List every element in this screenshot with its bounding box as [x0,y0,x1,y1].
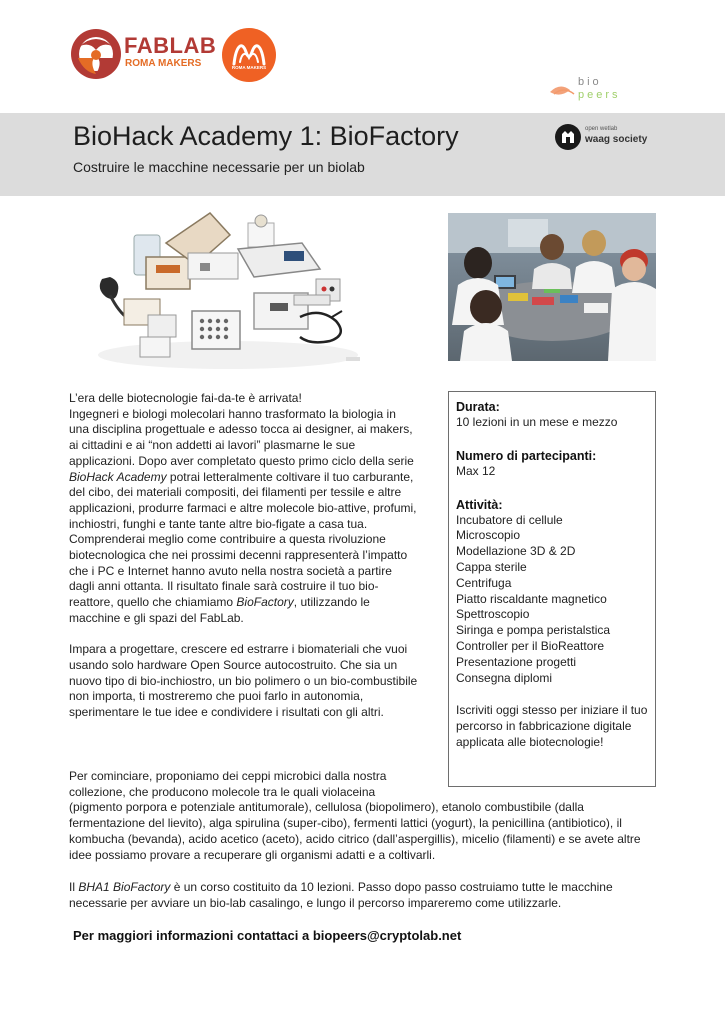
strains-rest: (pigmento porpora e potenziale antitumorale), cellulosa (biopolimero), etanolo combustibile (dalla fermentazione del lievito), alga spirulina (super-cibo), fermenti lattici (yogurt), la penicillina (antibiotico), il kombucha (bevanda), acido acetico (aceto), acido citrico (dall’aspergillis), micelio (filamenti) e se avete altre idee possiamo provare a recuperare gli organismi adatti e a coltivarli. [69,800,641,862]
list-item: Consegna diplomi [456,670,553,685]
intro-paragraph-2 [69,532,419,626]
intro-paragraph-1-text-a: Ingegneri e biologi molecolari hanno trasformato la biologia in una disciplina progettuale e adesso tocca ai designer, ai makers, ai cittadini e ai “non addetti ai lavori” plasmarne le sue applicazioni. Dopo aver completato questo primo ciclo della serie [69,406,414,468]
list-item: Spettroscopio [456,607,530,622]
list-item: Modellazione 3D & 2D [456,544,576,559]
biopeers-line1: bio [578,76,602,88]
signup-call-to-action: Iscriviti oggi stesso per iniziare il tuo percorso in fabbricazione digitale applicata alle biotecnologie! [456,703,648,749]
roma-makers-badge [222,28,276,82]
fablab-subtitle: ROMA MAKERS [125,58,202,69]
biopeers-logo [548,76,630,106]
fablab-roma-makers-logo [70,28,220,84]
course-paragraph-post: è un corso costituito da 10 lezioni. Passo dopo passo costruiamo tutte le macchine necessarie per avviare un bio-lab casalingo, e lungo il percorso impareremo come utilizzarle. [69,880,613,910]
activities-list [456,513,650,687]
duration-label: Durata: [456,400,500,414]
list-item: Incubatore di cellule [456,512,563,527]
page-title: BioHack Academy 1: BioFactory [73,121,459,151]
lab-workshop-photo [448,213,656,361]
list-item: Microscopio [456,528,521,543]
intro-headline: L’era delle biotecnologie fai-da-te è arrivata! [69,391,302,405]
roma-makers-icon [222,28,276,82]
fablab-title: FABLAB [124,33,217,58]
strains-line-2: collezione, che producono molecole tra le quali violaceina [69,784,376,799]
biofactory-emphasis: BioFactory [236,595,294,610]
course-info-box [448,391,656,787]
roma-makers-text: ROMA MAKERS [231,65,267,70]
participants-label: Numero di partecipanti: [456,448,597,463]
intro-text [69,391,419,721]
biopeers-line2: peers [578,89,621,101]
list-item: Presentazione progetti [456,654,577,669]
list-item: Controller per il BioReattore [456,638,605,653]
strains-line-1: Per cominciare, proponiamo dei ceppi microbici dalla nostra [69,769,387,783]
duration-value: 10 lezioni in un mese e mezzo [456,415,618,429]
list-item: Centrifuga [456,575,512,590]
fablab-logo-icon [70,28,122,80]
waag-society-logo [554,122,649,152]
waag-line2: waag society [585,134,648,145]
waag-logo-icon [554,123,582,151]
bha1-emphasis: BHA1 BioFactory [78,880,171,894]
page-subtitle: Costruire le macchine necessarie per un biolab [73,159,365,175]
intro-paragraph-2-text-a: Comprenderai meglio come contribuire a questa rivoluzione biotecnologica che nei prossimi decenni rappresenterà l’impatto che i PC e Internet hanno avuto nella nostra società a partire dagli anni ottanta. Il risultato finale sarà costruire il tuo bio-reattore, quello che chiamiamo [69,532,408,610]
biolab-machines-photo [88,205,368,377]
participants-value: Max 12 [456,463,496,478]
course-paragraph [69,880,644,911]
list-item: Piatto riscaldante magnetico [456,591,607,606]
biohack-academy-emphasis: BioHack Academy [69,469,167,484]
activities-label: Attività: [456,497,503,512]
contact-line: Per maggiori informazioni contattaci a biopeers@cryptolab.net [73,928,462,943]
intro-paragraph-1-text-b: potrai letteralmente coltivare il tuo carburante, del cibo, dei materiali compositi, dei filamenti per tessile e altre applicazioni, produrre farmaci e altre molecole bio-attive, profumi, inchiostri, funghi e tante tante altre bio-figate a casa tua. [69,469,417,531]
list-item: Siringa e pompa peristalstica [456,623,611,638]
intro-paragraph-3: Impara a progettare, crescere ed estrarre i biomateriali che vuoi usando solo hardware Open Source autocostruito. Che sia un nuovo tipo di bio-inchiostro, un bio polimero o un bio-combustibile non importa, ti mostreremo che puoi farlo in autonomia, sperimentare le tue idee e condividere i risultati con gli altri. [69,642,418,720]
intro-paragraph-1 [69,407,419,533]
list-item: Cappa sterile [456,559,527,574]
course-paragraph-pre: Il [69,880,79,894]
intro-paragraph-2-text-b: , utilizzando le macchine e gli spazi del FabLab. [69,595,370,625]
waag-line1: open wetlab [585,126,618,132]
